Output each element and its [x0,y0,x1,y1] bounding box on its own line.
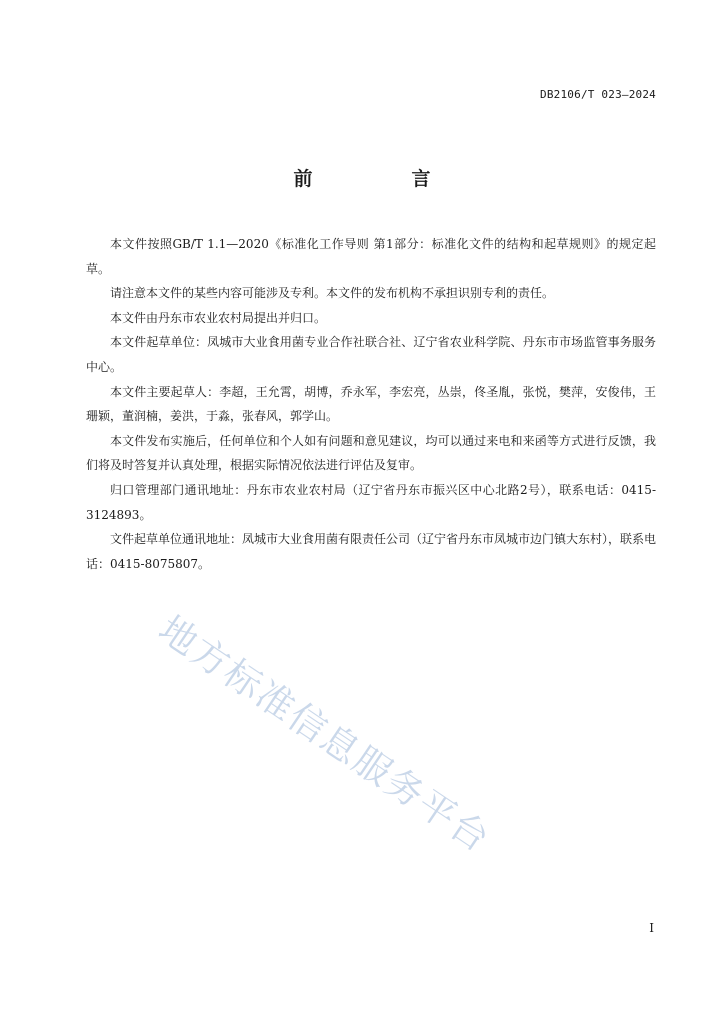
watermark: 地方标准信息服务平台 [150,607,499,862]
paragraph-drafting-units: 本文件起草单位：凤城市大业食用菌专业合作社联合社、辽宁省农业科学院、丹东市市场监管事务服务中心。 [86,335,656,374]
paragraph-proposer: 本文件由丹东市农业农村局提出并归口。 [110,310,327,325]
document-body [86,232,656,576]
paragraph-reference-standard: 本文件按照GB/T 1.1—2020《标准化工作导则 第1部分：标准化文件的结构和起草规则》的规定起草。 [86,237,656,276]
paragraph-patent-notice: 请注意本文件的某些内容可能涉及专利。本文件的发布机构不承担识别专利的责任。 [110,286,555,301]
standard-code: DB2106/T 023—2024 [540,88,656,101]
paragraph-drafters: 本文件主要起草人：李超，王允霄，胡博，乔永军，李宏亮，丛崇，佟圣胤，张悦，樊萍，安俊伟，王珊颖，董润楠，姜洪，于淼，张春风，郭学山。 [86,384,656,424]
paragraph-drafting-unit-contact: 文件起草单位通讯地址：凤城市大业食用菌有限责任公司（辽宁省丹东市凤城市边门镇大东村），联系电话：0415-8075807。 [86,532,657,571]
paragraph-authority-contact: 归口管理部门通讯地址：丹东市农业农村局（辽宁省丹东市振兴区中心北路2号），联系电话：0415-3124893。 [86,482,656,522]
paragraph-feedback: 本文件发布实施后，任何单位和个人如有问题和意见建议，均可以通过来电和来函等方式进行反馈，我们将及时答复并认真处理，根据实际情况依法进行评估及复审。 [86,433,656,473]
page-number: I [649,921,654,935]
page-title: 前 言 [293,168,471,190]
